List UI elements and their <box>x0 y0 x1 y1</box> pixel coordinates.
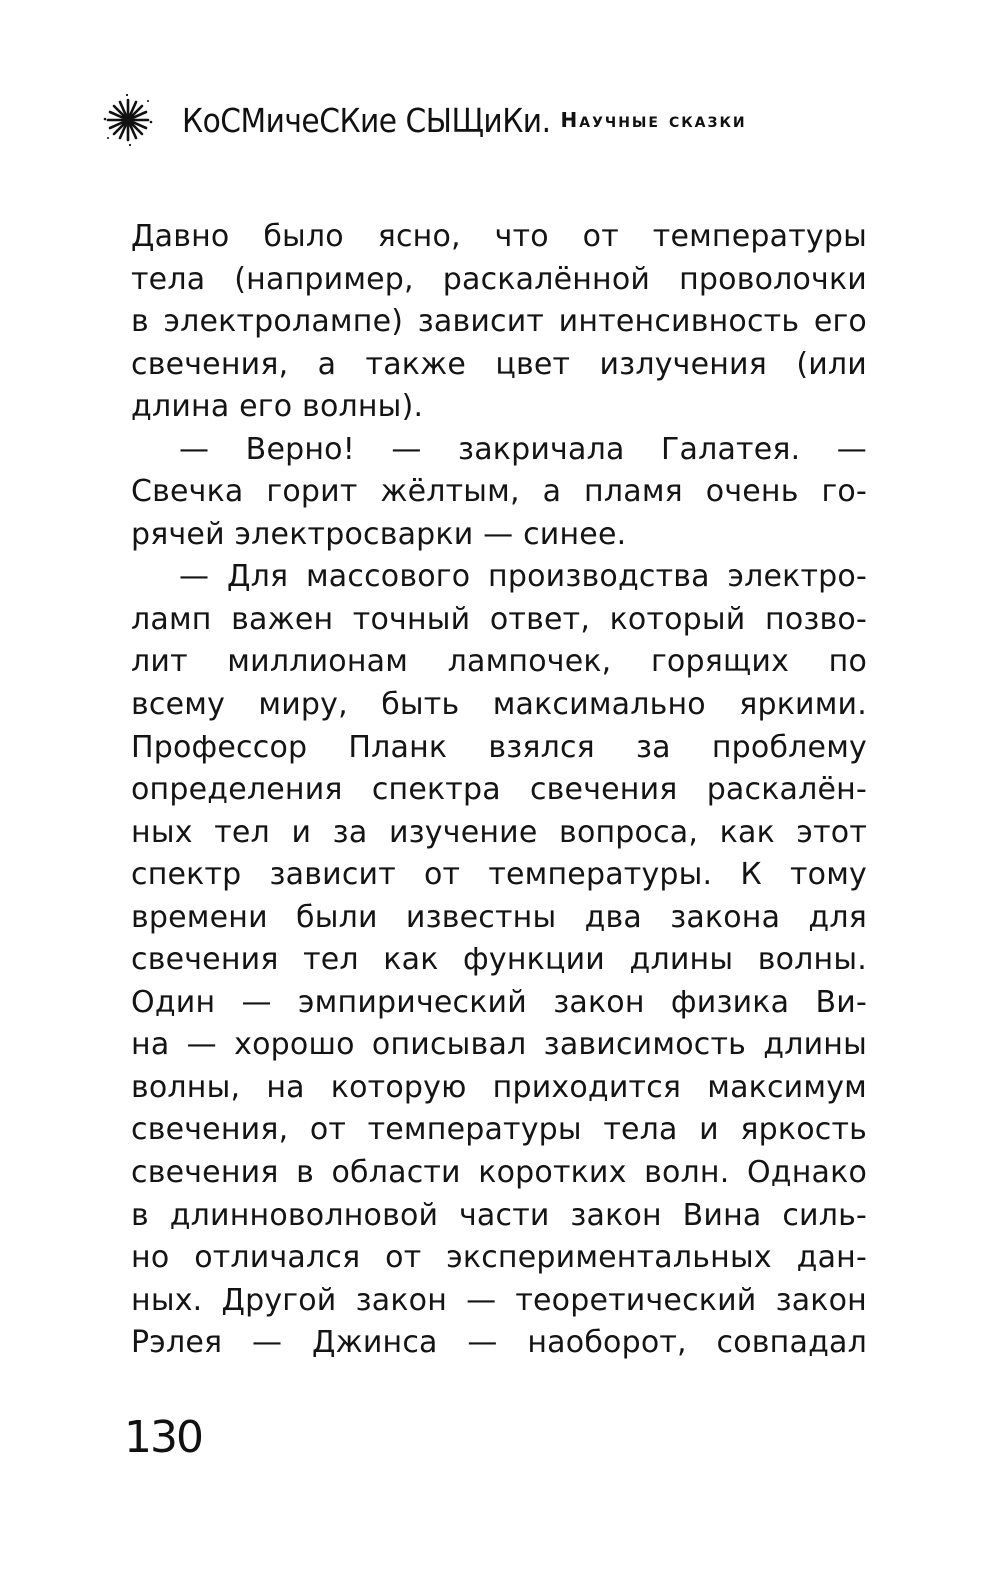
series-title: КоСМичеСКие СЫЩиКи. <box>182 100 551 140</box>
page-number: 130 <box>124 1412 202 1463</box>
text-line: лит миллионам лампочек, горящих по <box>131 644 867 680</box>
text-line: ных. Другой закон — теоретический закон <box>131 1282 867 1318</box>
text-line: свечения тел как функции длины волны. <box>131 942 867 978</box>
text-line: тела (например, раскалённой проволочки <box>131 261 867 297</box>
text-line: волны, на которую приходится максимум <box>131 1069 867 1105</box>
text-line: — Для массового производства электро- <box>179 559 867 595</box>
text-line: в длинноволновой части закон Вина силь- <box>131 1197 867 1233</box>
text-line: Свечка горит жёлтым, а пламя очень го- <box>131 474 867 510</box>
text-line: ламп важен точный ответ, который позво- <box>131 601 867 637</box>
text-line: Один — эмпирический закон физика Ви- <box>131 984 867 1020</box>
text-line: Рэлея — Джинса — наоборот, совпадал <box>131 1325 867 1361</box>
text-line: свечения в области коротких волн. Однако <box>131 1155 867 1191</box>
text-line: всему миру, быть максимально яркими. <box>131 687 867 723</box>
text-line: свечения, от температуры тела и яркость <box>131 1112 867 1148</box>
text-line: на — хорошо описывал зависимость длины <box>131 1027 867 1063</box>
running-header <box>100 92 747 148</box>
text-line: ных тел и за изучение вопроса, как этот <box>131 814 867 850</box>
text-line: Профессор Планк взялся за проблему <box>131 729 867 765</box>
text-line: свечения, а также цвет излучения (или <box>131 346 867 382</box>
text-line: спектр зависит от температуры. К тому <box>131 857 867 893</box>
text-line: длина его волны). <box>131 389 424 425</box>
text-line: Давно было ясно, что от температуры <box>131 219 867 254</box>
body-text <box>131 216 867 1365</box>
text-line: в электролампе) зависит интенсивность его <box>131 304 867 340</box>
series-subtitle: Научные сказки <box>560 108 747 132</box>
text-line: но отличался от экспериментальных дан- <box>131 1240 867 1276</box>
text-line: определения спектра свечения раскалён- <box>131 772 867 808</box>
text-line: времени были известны два закона для <box>131 899 867 935</box>
text-line: — Верно! — закричала Галатея. — <box>179 431 867 467</box>
sparkle-star-icon <box>100 92 156 148</box>
text-line: рячей электросварки — синее. <box>131 516 627 552</box>
